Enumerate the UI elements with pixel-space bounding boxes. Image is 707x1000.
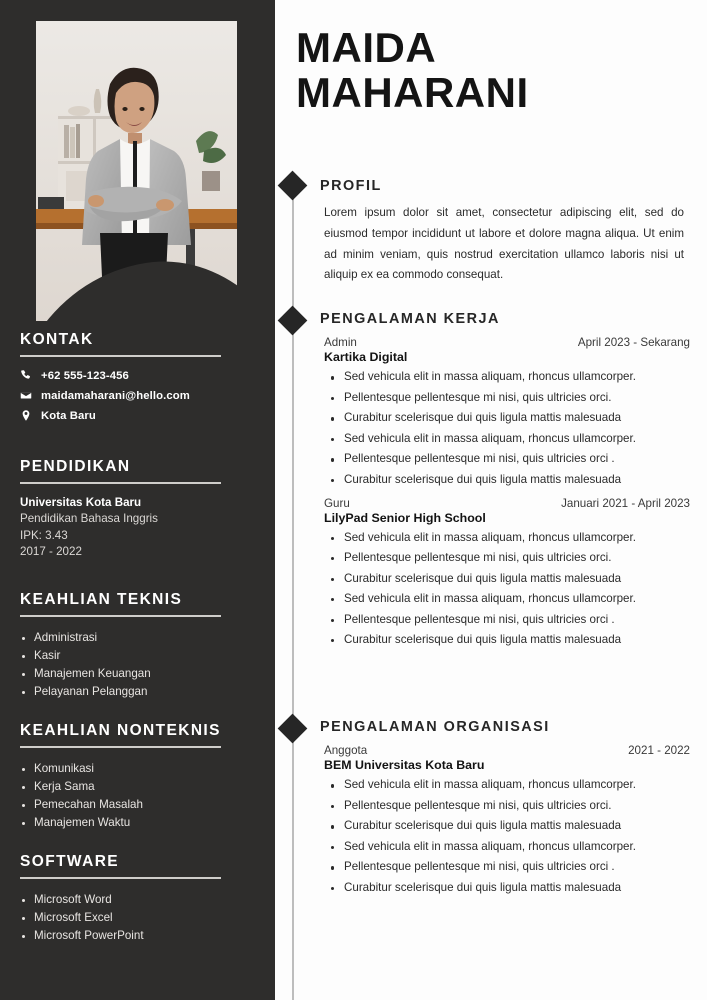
section-divider bbox=[20, 482, 221, 484]
list-item: Curabitur scelerisque dui quis ligula mattis malesuada bbox=[324, 816, 690, 837]
section-divider bbox=[20, 877, 221, 879]
sidebar-section-title: KEAHLIAN TEKNIS bbox=[20, 591, 183, 608]
main-content bbox=[296, 0, 707, 1000]
sidebar-section-title: KONTAK bbox=[20, 331, 94, 348]
section-divider bbox=[20, 615, 221, 617]
list-item: Curabitur scelerisque dui quis ligula mattis malesuada bbox=[324, 569, 690, 590]
software-list bbox=[20, 891, 223, 945]
sidebar bbox=[0, 0, 275, 1000]
sidebar-section-title: KEAHLIAN NONTEKNIS bbox=[20, 722, 221, 739]
list-item: Manajemen Keuangan bbox=[20, 665, 223, 683]
contact-email-value: maidamaharani@hello.com bbox=[41, 389, 190, 402]
section-title-profil: PROFIL bbox=[320, 178, 382, 194]
list-item: Administrasi bbox=[20, 629, 223, 647]
map-pin-icon bbox=[20, 409, 32, 422]
sidebar-section-kontak bbox=[20, 331, 223, 429]
phone-icon bbox=[20, 369, 32, 382]
list-item: Microsoft PowerPoint bbox=[20, 927, 223, 945]
list-item: Pellentesque pellentesque mi nisi, quis ultricies orci . bbox=[324, 449, 690, 470]
list-item: Manajemen Waktu bbox=[20, 814, 223, 832]
list-item: Pellentesque pellentesque mi nisi, quis ultricies orci . bbox=[324, 610, 690, 631]
organization-entry bbox=[324, 744, 690, 898]
experience-organization: LilyPad Senior High School bbox=[324, 510, 486, 525]
organization-date: 2021 - 2022 bbox=[628, 744, 690, 758]
list-item: Pellentesque pellentesque mi nisi, quis ultricies orci. bbox=[324, 796, 690, 817]
section-profil bbox=[296, 179, 686, 286]
experience-role: Guru bbox=[324, 496, 350, 510]
experience-header bbox=[324, 497, 690, 510]
section-divider bbox=[20, 746, 221, 748]
list-item: Kerja Sama bbox=[20, 778, 223, 796]
education-gpa: IPK: 3.43 bbox=[20, 528, 68, 542]
experience-entry bbox=[324, 336, 690, 490]
education-institution: Universitas Kota Baru bbox=[20, 496, 142, 510]
list-item: Microsoft Excel bbox=[20, 909, 223, 927]
list-item: Komunikasi bbox=[20, 760, 223, 778]
list-item: Sed vehicula elit in massa aliquam, rhoncus ullamcorper. bbox=[324, 775, 690, 796]
experience-entry bbox=[324, 497, 690, 651]
list-item: Pelayanan Pelanggan bbox=[20, 683, 223, 701]
experience-bullets bbox=[324, 528, 690, 651]
list-item: Sed vehicula elit in massa aliquam, rhoncus ullamcorper. bbox=[324, 429, 690, 450]
sidebar-section-title: SOFTWARE bbox=[20, 853, 120, 870]
sidebar-section-keahlian-nonteknis bbox=[20, 722, 223, 832]
contact-location-value: Kota Baru bbox=[41, 409, 96, 422]
profil-text: Lorem ipsum dolor sit amet, consectetur adipiscing elit, sed do eiusmod tempor incididunt ut labore et dolore magna aliqua. Ut enim ad minim veniam, quis nostrud exercitation ullamco laboris nisi ut aliquip ex ea commodo consequat. bbox=[324, 206, 684, 282]
experience-date: Januari 2021 - April 2023 bbox=[561, 496, 690, 510]
experience-date: April 2023 - Sekarang bbox=[577, 336, 690, 350]
contact-email[interactable] bbox=[20, 389, 223, 402]
last-name: MAHARANI bbox=[296, 68, 529, 116]
section-title-pengalaman-organisasi: PENGALAMAN ORGANISASI bbox=[320, 719, 550, 735]
sidebar-section-title: PENDIDIKAN bbox=[20, 458, 131, 475]
list-item: Pellentesque pellentesque mi nisi, quis ultricies orci. bbox=[324, 548, 690, 569]
list-item: Sed vehicula elit in massa aliquam, rhoncus ullamcorper. bbox=[324, 837, 690, 858]
section-title-pengalaman-kerja: PENGALAMAN KERJA bbox=[320, 311, 500, 327]
organization-bullets bbox=[324, 775, 690, 898]
list-item: Sed vehicula elit in massa aliquam, rhoncus ullamcorper. bbox=[324, 367, 690, 388]
list-item: Pellentesque pellentesque mi nisi, quis ultricies orci. bbox=[324, 388, 690, 409]
organization-role: Anggota bbox=[324, 744, 368, 758]
list-item: Kasir bbox=[20, 647, 223, 665]
list-item: Curabitur scelerisque dui quis ligula mattis malesuada bbox=[324, 878, 690, 899]
skills-technical-list bbox=[20, 629, 223, 701]
sidebar-section-pendidikan bbox=[20, 458, 223, 560]
envelope-icon bbox=[20, 389, 32, 402]
list-item: Sed vehicula elit in massa aliquam, rhoncus ullamcorper. bbox=[324, 528, 690, 549]
education-program: Pendidikan Bahasa Inggris bbox=[20, 512, 158, 526]
experience-bullets bbox=[324, 367, 690, 490]
section-divider bbox=[20, 355, 221, 357]
profile-photo bbox=[36, 21, 237, 321]
section-pengalaman-organisasi bbox=[296, 719, 690, 899]
experience-role: Admin bbox=[324, 336, 357, 350]
contact-location[interactable] bbox=[20, 409, 223, 422]
skills-soft-list bbox=[20, 760, 223, 832]
list-item: Curabitur scelerisque dui quis ligula mattis malesuada bbox=[324, 470, 690, 491]
first-name: MAIDA bbox=[296, 24, 437, 71]
list-item: Microsoft Word bbox=[20, 891, 223, 909]
sidebar-section-keahlian-teknis bbox=[20, 591, 223, 701]
experience-organization: Kartika Digital bbox=[324, 350, 408, 365]
list-item: Pemecahan Masalah bbox=[20, 796, 223, 814]
organization-name: BEM Universitas Kota Baru bbox=[324, 758, 485, 773]
contact-phone-value: +62 555-123-456 bbox=[41, 369, 129, 382]
page-title bbox=[296, 26, 696, 116]
sidebar-section-software bbox=[20, 853, 223, 945]
list-item: Sed vehicula elit in massa aliquam, rhoncus ullamcorper. bbox=[324, 589, 690, 610]
contact-phone[interactable] bbox=[20, 369, 223, 382]
list-item: Curabitur scelerisque dui quis ligula mattis malesuada bbox=[324, 630, 690, 651]
education-years: 2017 - 2022 bbox=[20, 544, 82, 558]
organization-header bbox=[324, 744, 690, 757]
section-pengalaman-kerja bbox=[296, 311, 690, 651]
experience-header bbox=[324, 336, 690, 349]
list-item: Curabitur scelerisque dui quis ligula mattis malesuada bbox=[324, 408, 690, 429]
list-item: Pellentesque pellentesque mi nisi, quis ultricies orci . bbox=[324, 857, 690, 878]
